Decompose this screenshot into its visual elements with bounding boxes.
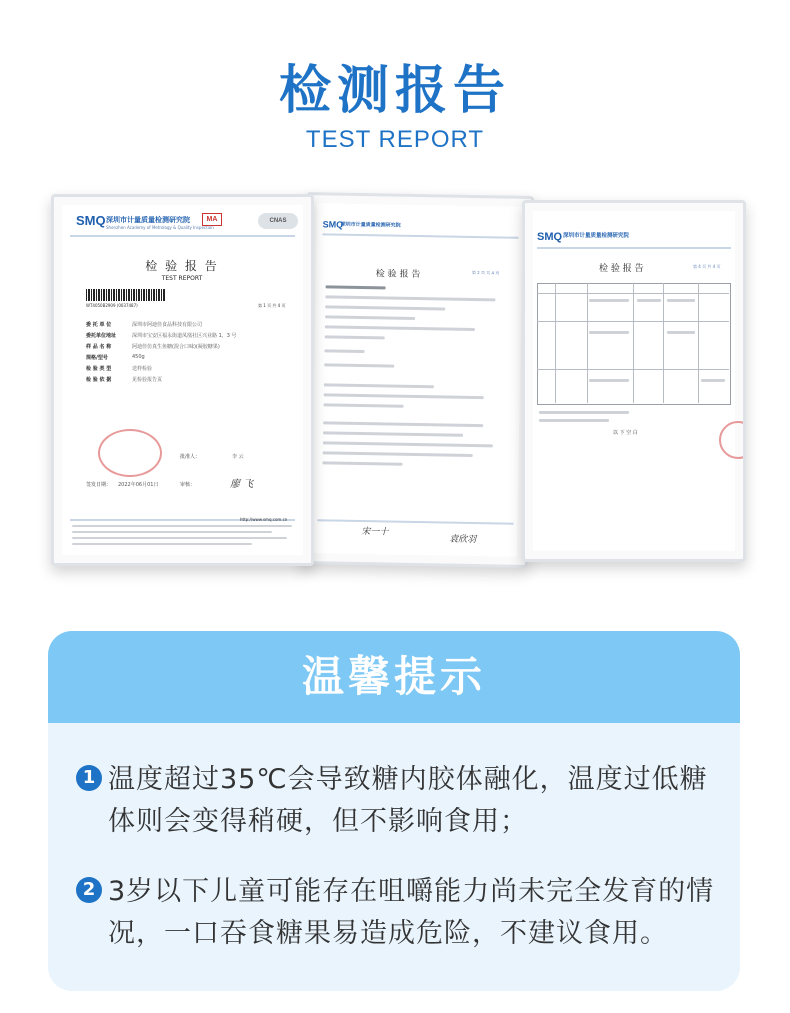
- field-value: 送样检验: [132, 366, 153, 372]
- field-value: 阿迪佳仿真生鱼糖(混合口味)(凝胶糖果): [132, 344, 220, 350]
- tips-heading: 温馨提示: [48, 631, 740, 723]
- signature-right: 袁欣羽: [449, 534, 477, 546]
- field-label: 委 托 单 位: [86, 322, 112, 328]
- tip-number: 1: [76, 765, 102, 791]
- institute-name: 深圳市计量质量检测研究院: [106, 216, 190, 224]
- cnas-mark: CNAS: [258, 213, 298, 229]
- report-title: 检 验 报 告: [375, 269, 421, 281]
- field-value: 深圳市宝安区福永街道凤凰社区兴业路 1，3 号: [132, 333, 237, 339]
- report-number: WT4050B2909 (0037487): [86, 303, 138, 308]
- tip-item-1: [76, 759, 716, 849]
- institute-name: 深圳市计量质量检测研究院: [340, 221, 401, 229]
- field-label: 样 品 名 称: [86, 344, 112, 350]
- page-info: 第 4 页 共 4 页: [693, 264, 721, 269]
- report-title: 检 验 报 告: [599, 264, 644, 274]
- tips-card: [48, 631, 740, 991]
- field-value: 见检验报告页: [132, 377, 163, 383]
- field-label: 检 验 依 据: [86, 377, 112, 383]
- reviewer-signature: 廖 飞: [230, 479, 254, 490]
- smq-logo: SMQ: [76, 213, 106, 228]
- field-value: 深圳市阿迪佳食品科技有限公司: [132, 322, 203, 328]
- field-value: 450g: [132, 354, 145, 360]
- page-info: 第 1 页 共 4 页: [258, 303, 286, 308]
- report-page-4: [522, 200, 746, 562]
- smq-logo: SMQ: [537, 231, 563, 243]
- field-label: 检 验 类 型: [86, 366, 112, 372]
- report-title-en: TEST REPORT: [161, 275, 203, 282]
- end-note: 以 下 空 白: [613, 430, 638, 436]
- website: http://www.smq.com.cn: [240, 517, 288, 522]
- tip-number: 2: [76, 877, 102, 903]
- field-label: 委托单位地址: [86, 333, 117, 339]
- report-title: 检 验 报 告: [145, 259, 219, 273]
- page-title: 检测报告: [278, 61, 511, 121]
- smq-logo: SMQ: [322, 219, 344, 230]
- stamp: [719, 421, 746, 459]
- report-page-1: [51, 194, 314, 566]
- signature-left: 宋一十: [361, 527, 389, 538]
- institute-name: 深圳市计量质量检测研究院: [563, 233, 630, 239]
- tip-text: 3岁以下儿童可能存在咀嚼能力尚未完全发育的情况，一口吞食糖果易造成危险，不建议食用。: [108, 876, 715, 949]
- report-page-2: [300, 192, 534, 568]
- barcode: [86, 289, 166, 301]
- page-info: 第 2 页 共 4 页: [471, 269, 500, 276]
- reviewer-label: 审核：: [180, 482, 196, 488]
- approver-value: 李 云: [232, 454, 244, 460]
- issue-date-label: 签发日期：: [86, 482, 112, 488]
- institute-name-en: Shenzhen Academy of Metrology & Quality Inspection: [106, 225, 214, 230]
- field-label: 规格/型号: [86, 355, 108, 361]
- issue-date: 2022年06月01日: [118, 482, 159, 488]
- tip-text: 温度超过35℃会导致糖内胶体融化，温度过低糖体则会变得稍硬，但不影响食用；: [108, 764, 708, 837]
- page-subtitle: TEST REPORT: [305, 126, 485, 153]
- cma-mark: MA: [202, 213, 222, 226]
- tip-item-2: [76, 871, 716, 961]
- approver-label: 批准人：: [180, 454, 201, 460]
- official-stamp: [98, 429, 162, 477]
